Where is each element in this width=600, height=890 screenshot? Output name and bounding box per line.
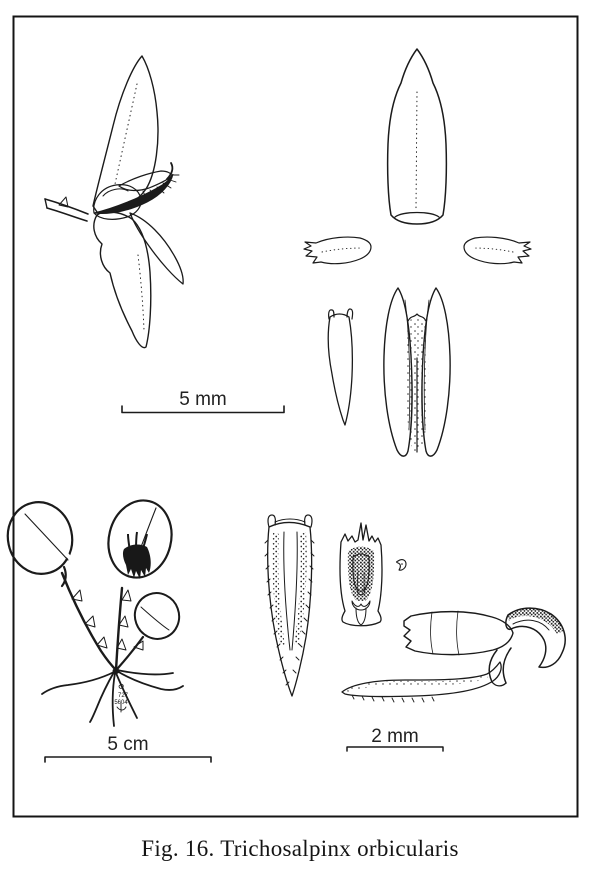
dissected-perianth-drawing: [304, 49, 531, 456]
plate-border: [14, 17, 578, 817]
dorsal-sepal-base-line: [395, 213, 439, 218]
stems-drawing: [62, 573, 143, 674]
flower-section-side-drawing: [342, 608, 565, 702]
synsepal-spread-drawing: [384, 288, 450, 456]
lip-spread-small-drawing: [328, 309, 352, 425]
pedicel-drawing: [45, 197, 88, 221]
petal-left-median-line: [322, 248, 362, 252]
scale-bar-5mm-label: 5 mm: [179, 389, 227, 410]
scale-bar-5cm-line: [45, 757, 211, 762]
scale-bar-5cm-label: 5 cm: [107, 734, 149, 755]
petal-right-median-line: [473, 248, 513, 252]
figure-caption: Fig. 16. Trichosalpinx orbicularis: [141, 836, 459, 861]
ovary-tube-drawing: [404, 612, 513, 655]
scale-bar-5cm: [45, 734, 211, 762]
lateral-sepal-back-drawing: [130, 213, 183, 284]
leaf-small-drawing: [128, 587, 185, 645]
scale-bar-2mm: [347, 726, 443, 751]
anther-cap-drawing: [397, 560, 407, 571]
collector-number-line1: 727: [117, 693, 129, 699]
lip-enlarged-drawing: [265, 515, 314, 696]
petal-left-drawing: [304, 237, 371, 264]
scale-bar-5mm: [122, 389, 284, 413]
dorsal-sepal-spread-drawing: [388, 49, 447, 224]
roots-drawing: [42, 670, 183, 726]
scale-bar-2mm-line: [347, 747, 443, 751]
column-detail-line: [103, 189, 128, 196]
dorsal-sepal-midvein-line: [416, 92, 417, 208]
petal-right-drawing: [464, 237, 531, 264]
dorsal-sepal-vein-line: [115, 84, 137, 184]
collector-number-annotation: [114, 684, 128, 712]
column-apex-drawing: [340, 523, 382, 626]
lip-claw-loop-drawing: [489, 648, 511, 686]
scale-bar-2mm-label: 2 mm: [371, 726, 419, 747]
flower-side-view-drawing: [45, 56, 183, 348]
synsepal-front-drawing: [94, 212, 151, 348]
leaf-middle-drawing: [100, 494, 179, 585]
synsepal-vein-line: [138, 255, 144, 330]
plant-habit-drawing: [1, 494, 185, 726]
collector-number-line2: 5604: [114, 700, 128, 706]
lip-and-column-details-drawing: [265, 515, 565, 702]
